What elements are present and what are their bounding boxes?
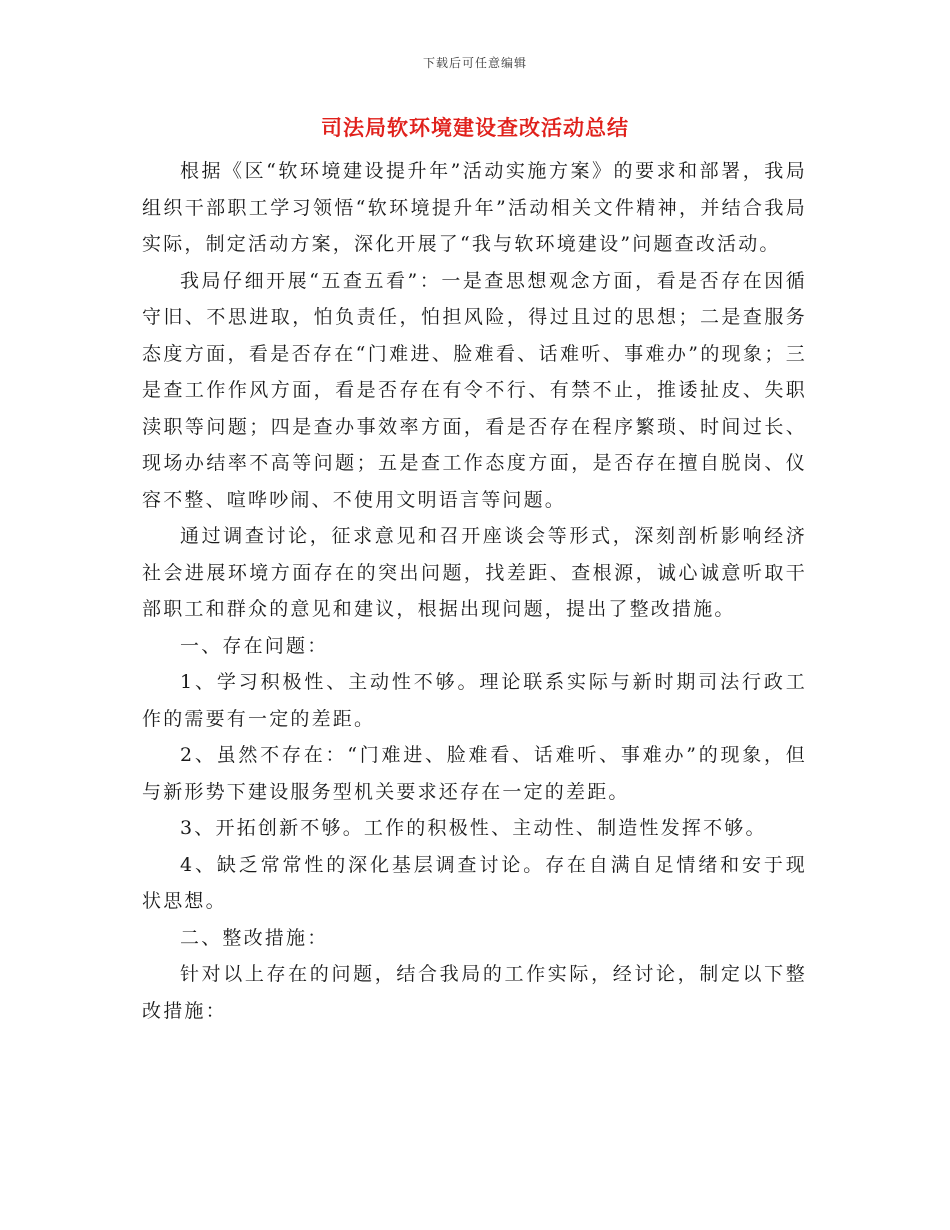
- paragraph-measures-intro: 针对以上存在的问题，结合我局的工作实际，经讨论，制定以下整改措施：: [142, 963, 807, 1022]
- document-body: [142, 153, 807, 1029]
- problem-item-4: 4、缺乏常常性的深化基层调查讨论。存在自满自足情绪和安于现状思想。: [142, 853, 807, 912]
- paragraph-investigation: 通过调查讨论，征求意见和召开座谈会等形式，深刻剖析影响经济社会进展环境方面存在的突出问题，找差距、查根源，诚心诚意听取干部职工和群众的意见和建议，根据出现问题，提出了整改措施。: [142, 525, 807, 620]
- problem-item-2: 2、虽然不存在：“门难进、脸难看、话难听、事难办”的现象，但与新形势下建设服务型机关要求还存在一定的差距。: [142, 744, 807, 803]
- problem-item-3: 3、开拓创新不够。工作的积极性、主动性、制造性发挥不够。: [180, 817, 767, 839]
- paragraph-five-checks: 我局仔细开展“五查五看”：一是查思想观念方面，看是否存在因循守旧、不思进取，怕负责任，怕担风险，得过且过的思想；二是查服务态度方面，看是否存在“门难进、脸难看、话难听、事难办”的现象；三是查工作作风方面，看是否存在有令不行、有禁不止，推诿扯皮、失职渎职等问题；四是查办事效率方面，看是否存在程序繁琐、时间过长、现场办结率不高等问题；五是查工作态度方面，是否存在擅自脱岗、仪容不整、喧哗吵闹、不使用文明语言等问题。: [142, 269, 807, 511]
- header-note: 下载后可任意编辑: [422, 56, 527, 70]
- section-heading-problems: 一、存在问题：: [180, 634, 329, 657]
- paragraph-intro: 根据《区“软环境建设提升年”活动实施方案》的要求和部署，我局组织干部职工学习领悟“软环境提升年”活动相关文件精神，并结合我局实际，制定活动方案，深化开展了“我与软环境建设”问题查改活动。: [142, 160, 807, 255]
- problem-item-1: 1、学习积极性、主动性不够。理论联系实际与新时期司法行政工作的需要有一定的差距。: [142, 671, 807, 730]
- section-heading-measures: 二、整改措施：: [180, 926, 329, 949]
- document-title: 司法局软环境建设查改活动总结: [321, 115, 629, 140]
